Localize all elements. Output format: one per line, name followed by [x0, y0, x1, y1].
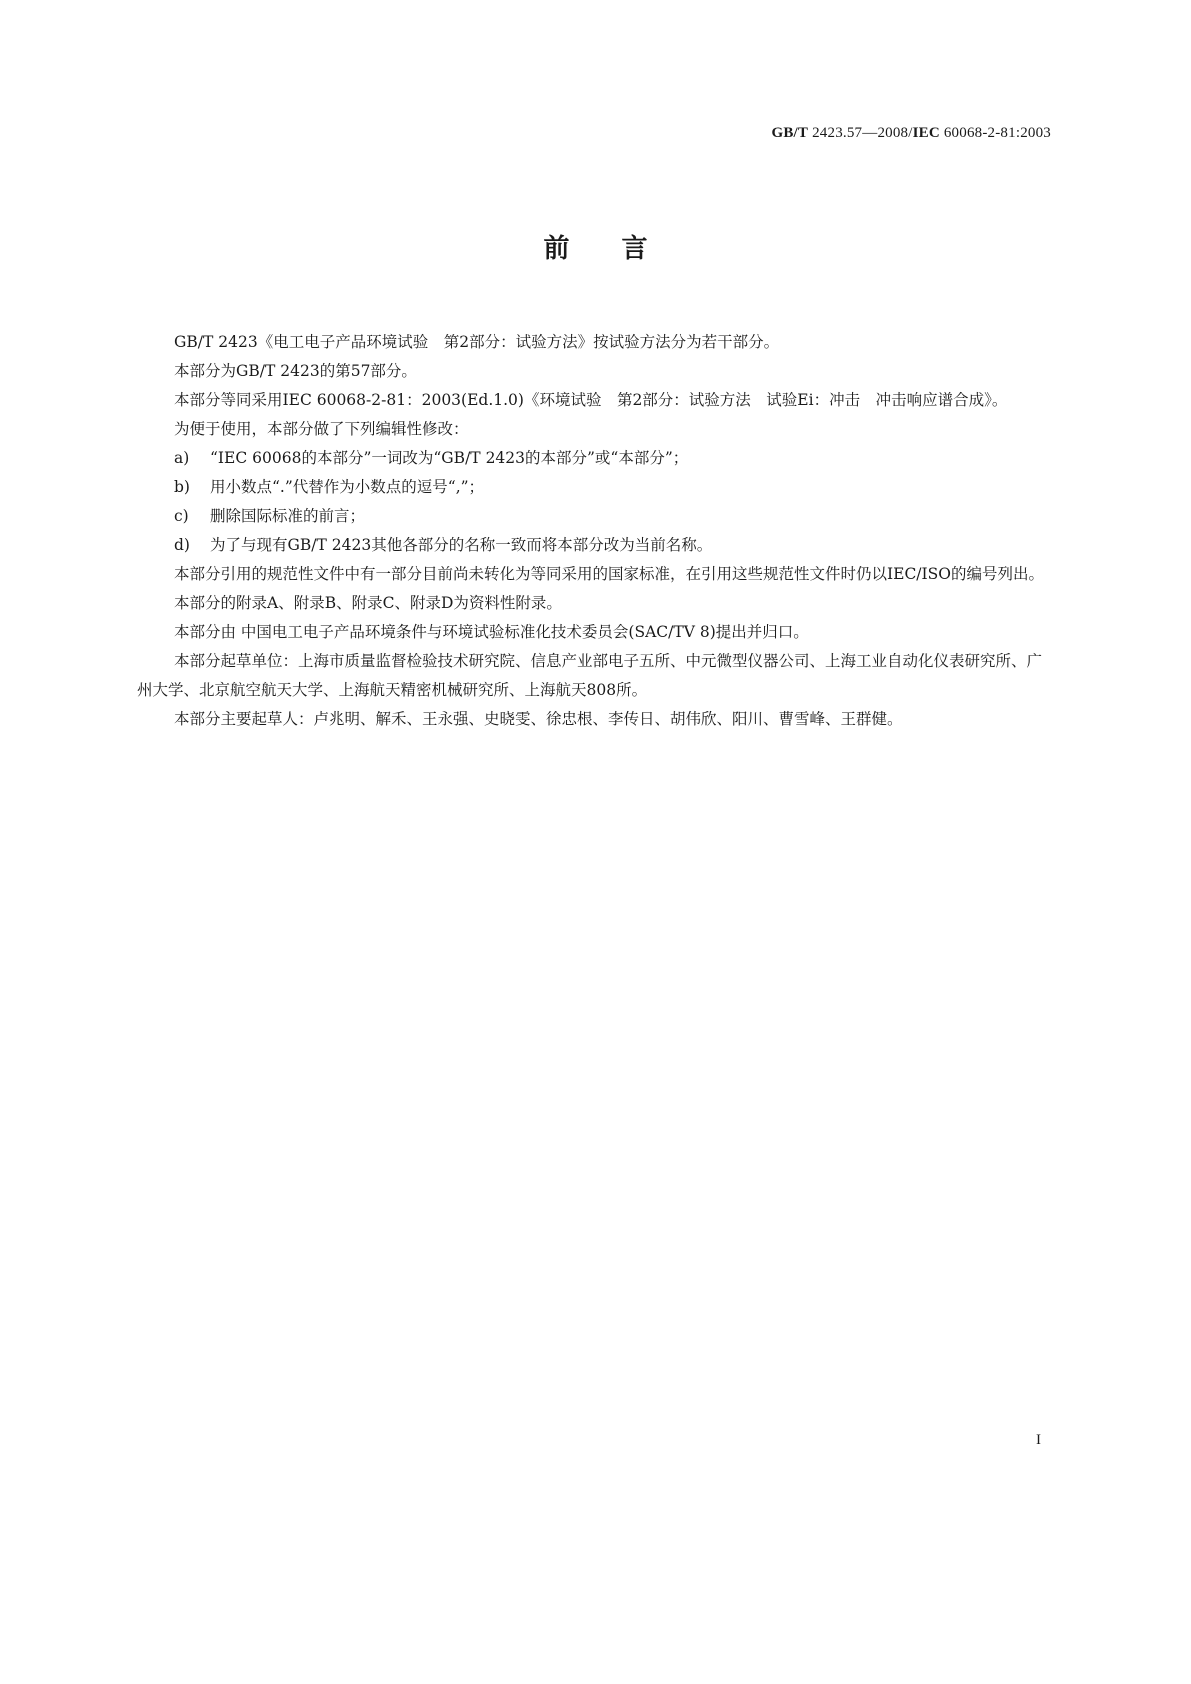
- paragraph: 本部分的附录A、附录B、附录C、附录D为资料性附录。: [174, 594, 562, 612]
- list-text: 为了与现有GB/T 2423其他各部分的名称一致而将本部分改为当前名称。: [210, 536, 713, 554]
- list-marker: a): [174, 449, 190, 467]
- paragraph: GB/T 2423《电工电子产品环境试验 第2部分：试验方法》按试验方法分为若干部分。: [174, 333, 780, 351]
- iec-code: IEC: [912, 125, 940, 141]
- standard-number: 2423.57—2008/: [808, 125, 913, 141]
- document-body: [137, 328, 1047, 734]
- paragraph: 本部分为GB/T 2423的第57部分。: [174, 362, 417, 380]
- paragraph: 本部分由 中国电工电子产品环境条件与环境试验标准化技术委员会(SAC/TV 8)提出并归口。: [174, 623, 809, 641]
- iec-number: 60068-2-81:2003: [939, 125, 1051, 141]
- paragraph: 本部分等同采用IEC 60068-2-81：2003(Ed.1.0)《环境试验 第2部分：试验方法 试验Ei：冲击 冲击响应谱合成》。: [174, 391, 1008, 409]
- paragraph: 本部分引用的规范性文件中有一部分目前尚未转化为等同采用的国家标准，在引用这些规范性文件时仍以IEC/ISO的编号列出。: [174, 565, 1044, 583]
- list-item: [137, 502, 1047, 531]
- list-marker: c): [174, 507, 189, 525]
- page-number: I: [1036, 1432, 1041, 1448]
- standard-code: GB/T: [771, 125, 809, 141]
- list-item: [137, 444, 1047, 473]
- list-text: 用小数点“.”代替作为小数点的逗号“,”；: [210, 478, 485, 496]
- paragraph: 为便于使用，本部分做了下列编辑性修改：: [174, 420, 469, 438]
- list-text: “IEC 60068的本部分”一词改为“GB/T 2423的本部分”或“本部分”；: [210, 449, 689, 467]
- document-header: [771, 125, 1051, 142]
- list-marker: b): [174, 478, 190, 496]
- page-title: 前言: [543, 234, 700, 264]
- paragraph: 本部分主要起草人：卢兆明、解禾、王永强、史晓雯、徐忠根、李传日、胡伟欣、阳川、曹雪峰、王群健。: [174, 710, 903, 728]
- list-item: [137, 473, 1047, 502]
- list-marker: d): [174, 536, 190, 554]
- paragraph: 本部分起草单位：上海市质量监督检验技术研究院、信息产业部电子五所、中元微型仪器公司、上海工业自动化仪表研究所、广州大学、北京航空航天大学、上海航天精密机械研究所、上海航天808所。: [137, 652, 1043, 699]
- list-item: [137, 531, 1047, 560]
- list-text: 删除国际标准的前言；: [210, 507, 366, 525]
